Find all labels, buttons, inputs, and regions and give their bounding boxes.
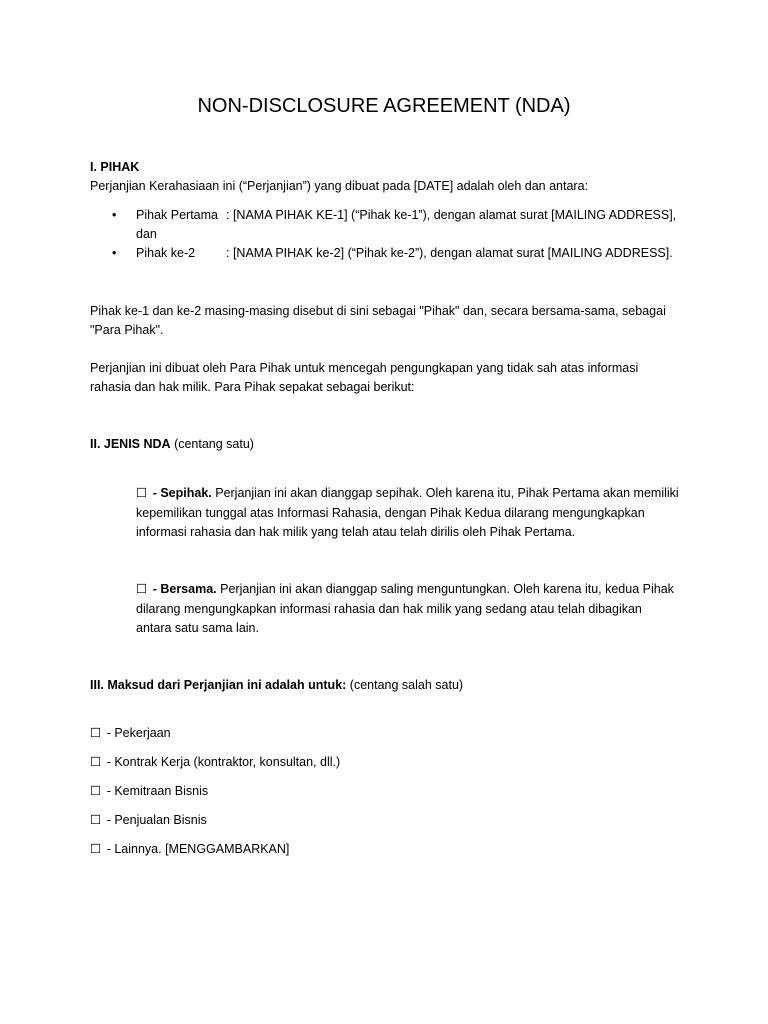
section-1-heading: I. PIHAK [90, 160, 140, 174]
purpose-label-contract: - Kontrak Kerja (kontraktor, konsultan, dll.) [106, 755, 341, 769]
checkbox-unilateral[interactable]: ☐ [136, 486, 148, 500]
checkbox-contract[interactable]: ☐ [90, 755, 102, 769]
purpose-label-sale: - Penjualan Bisnis [106, 813, 207, 827]
purpose-option-sale [90, 811, 207, 831]
section-3-heading: III. Maksud dari Perjanjian ini adalah untuk: [90, 678, 347, 692]
bullet-icon: • [112, 246, 117, 260]
purpose-option-other [90, 840, 289, 860]
nda-option-mutual [136, 580, 674, 639]
checkbox-mutual[interactable]: ☐ [136, 582, 148, 596]
party-2-item [0, 244, 768, 264]
party-1-item [0, 206, 768, 246]
purpose-label-other: - Lainnya. [MENGGAMBARKAN] [106, 842, 290, 856]
purpose-label-partnership: - Kemitraan Bisnis [106, 784, 209, 798]
party-1-term: Pihak Pertama [136, 208, 218, 222]
section-2-heading-row [90, 435, 254, 455]
checkbox-sale[interactable]: ☐ [90, 813, 102, 827]
option-text-unilateral-line-1: Perjanjian ini akan dianggap sepihak. Oleh karena itu, Pihak Pertama akan memiliki [215, 486, 679, 500]
checkbox-partnership[interactable]: ☐ [90, 784, 102, 798]
option-text-unilateral-line-3: informasi rahasia dan hak milik yang telah atau telah dirilis oleh Pihak Pertama. [136, 525, 576, 539]
option-text-unilateral-line-2: kepemilikan tunggal atas Informasi Rahasia, dengan Pihak Kedua dilarang mengungkapkan [136, 505, 645, 520]
section-1-intro: Perjanjian Kerahasiaan ini (“Perjanjian”) yang dibuat pada [DATE] adalah oleh dan antara: [90, 179, 588, 193]
purpose-option-partnership [90, 782, 208, 802]
option-text-mutual-line-1: Perjanjian ini akan dianggap saling menguntungkan. Oleh karena itu, kedua Pihak [220, 582, 674, 596]
option-label-unilateral: - Sepihak. [152, 486, 212, 500]
nda-option-unilateral [136, 484, 679, 543]
checkbox-other[interactable]: ☐ [90, 842, 102, 856]
party-1-description: : [NAMA PIHAK KE-1] (“Pihak ke-1”), dengan alamat surat [MAILING ADDRESS], [226, 208, 677, 222]
section-3-heading-note: (centang salah satu) [349, 678, 464, 692]
party-2-term: Pihak ke-2 [136, 246, 196, 260]
purpose-label-employment: - Pekerjaan [106, 726, 171, 740]
option-label-mutual: - Bersama. [152, 582, 217, 596]
purpose-option-contract [90, 753, 340, 773]
bullet-icon: • [112, 208, 117, 222]
party-2-description: : [NAMA PIHAK ke-2] (“Pihak ke-2”), dengan alamat surat [MAILING ADDRESS]. [226, 246, 673, 260]
checkbox-employment[interactable]: ☐ [90, 726, 102, 740]
purpose-option-employment [90, 724, 171, 744]
section-2-heading-note: (centang satu) [174, 437, 254, 451]
section-2-heading: II. JENIS NDA [90, 437, 171, 451]
purpose-paragraph-line-1: Perjanjian ini dibuat oleh Para Pihak untuk mencegah pengungkapan yang tidak sah atas informasi [90, 361, 639, 375]
document-title: NON-DISCLOSURE AGREEMENT (NDA) [197, 95, 571, 117]
parties-definition-line-1: Pihak ke-1 dan ke-2 masing-masing disebut di sini sebagai "Pihak" dan, secara bersama-sama, sebagai [90, 304, 666, 318]
option-text-mutual-line-2: dilarang mengungkapkan informasi rahasia dan hak milik yang sedang atau telah dibagikan [136, 601, 642, 616]
section-3-heading-row [90, 676, 463, 696]
option-text-mutual-line-3: antara satu sama lain. [136, 621, 259, 635]
purpose-paragraph-line-2: rahasia dan hak milik. Para Pihak sepakat sebagai berikut: [90, 380, 415, 394]
parties-definition-line-2: "Para Pihak". [90, 323, 164, 337]
party-1-description-continued: dan [136, 227, 157, 241]
